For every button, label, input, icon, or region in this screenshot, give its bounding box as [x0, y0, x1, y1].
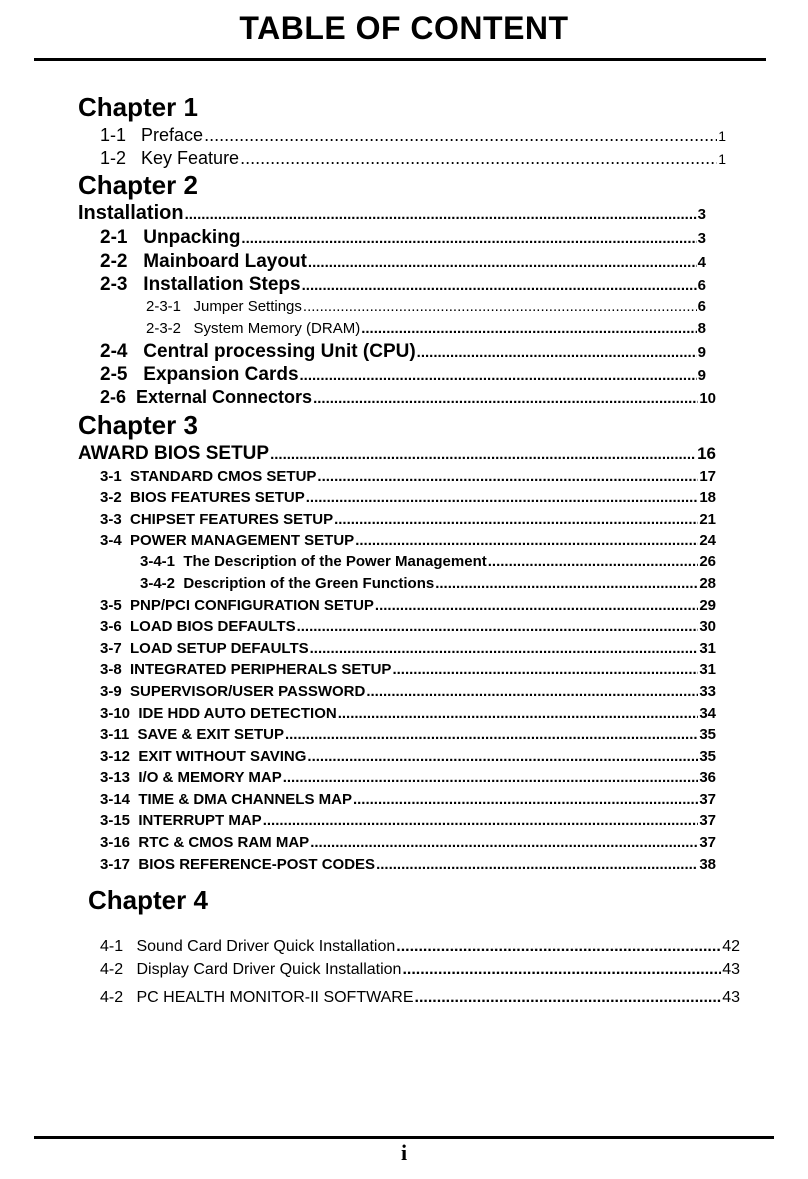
toc-entry-label: Installation: [78, 202, 184, 224]
toc-entry[interactable]: [100, 961, 740, 979]
toc-entry[interactable]: [100, 618, 716, 635]
toc-entry[interactable]: [140, 553, 716, 570]
dot-leader: [396, 938, 721, 956]
toc-entry-label: 3-14 TIME & DMA CHANNELS MAP: [100, 791, 352, 808]
toc-entry-page: 37: [699, 812, 716, 829]
toc-entry[interactable]: [100, 834, 716, 851]
toc-entry[interactable]: [146, 320, 706, 337]
toc-entry[interactable]: [100, 661, 716, 678]
dot-leader: [240, 148, 717, 169]
toc-entry-page: 1: [718, 128, 726, 144]
toc-entry-page: 42: [722, 938, 740, 955]
toc-entry-label: 3-7 LOAD SETUP DEFAULTS: [100, 640, 309, 657]
dot-leader: [204, 125, 717, 146]
dot-leader: [338, 705, 699, 722]
toc-entry-label: 3-1 STANDARD CMOS SETUP: [100, 468, 317, 485]
toc-entry-label: 3-12 EXIT WITHOUT SAVING: [100, 748, 307, 765]
dot-leader: [488, 553, 699, 570]
toc-entry-label: 3-16 RTC & CMOS RAM MAP: [100, 834, 310, 851]
toc-entry-label: 4-2 Display Card Driver Quick Installation: [100, 961, 402, 978]
toc-entry[interactable]: [100, 989, 740, 1007]
chapter-3-heading: Chapter 3: [78, 410, 198, 440]
toc-entry[interactable]: [100, 148, 726, 169]
toc-entry[interactable]: [100, 640, 716, 657]
toc-entry-label: 3-9 SUPERVISOR/USER PASSWORD: [100, 683, 366, 700]
toc-entry-label: 3-4-2 Description of the Green Functions: [140, 575, 435, 592]
toc-entry[interactable]: [100, 511, 716, 528]
toc-entry-page: 36: [699, 769, 716, 786]
toc-entry-label: 3-4 POWER MANAGEMENT SETUP: [100, 532, 355, 549]
toc-entry[interactable]: [100, 856, 716, 873]
toc-entry-label: 3-3 CHIPSET FEATURES SETUP: [100, 511, 334, 528]
chapter-1-heading: Chapter 1: [78, 92, 198, 122]
toc-entry-page: 6: [697, 277, 706, 294]
toc-entry-page: 16: [697, 444, 716, 463]
toc-entry-page: 37: [699, 834, 716, 851]
toc-entry-page: 3: [697, 206, 706, 223]
toc-entry-label: 4-1 Sound Card Driver Quick Installation: [100, 938, 396, 955]
toc-entry-label: 3-4-1 The Description of the Power Management: [140, 553, 487, 570]
dot-leader: [283, 769, 699, 786]
toc-entry-page: 26: [699, 553, 716, 570]
toc-entry-label: 3-11 SAVE & EXIT SETUP: [100, 726, 284, 743]
toc-entry-page: 33: [699, 683, 716, 700]
toc-entry-page: 38: [699, 856, 716, 873]
toc-entry-page: 21: [699, 511, 716, 528]
chapter-4-heading: Chapter 4: [88, 885, 208, 915]
dot-leader: [302, 277, 697, 294]
toc-entry[interactable]: [100, 274, 706, 296]
toc-entry[interactable]: [140, 575, 716, 592]
dot-leader: [310, 640, 699, 657]
dot-leader: [417, 344, 697, 361]
dot-leader: [415, 989, 722, 1007]
chapter-2-heading: Chapter 2: [78, 170, 198, 200]
toc-entry-label: 1-2 Key Feature: [100, 148, 240, 168]
toc-entry-page: 10: [699, 390, 716, 407]
dot-leader: [307, 748, 698, 765]
toc-entry-label: 2-3 Installation Steps: [100, 274, 301, 295]
toc-entry[interactable]: [78, 202, 706, 225]
dot-leader: [306, 489, 699, 506]
dot-leader: [297, 618, 699, 635]
toc-entry-label: 3-8 INTEGRATED PERIPHERALS SETUP: [100, 661, 392, 678]
toc-entry[interactable]: [100, 387, 716, 408]
toc-entry-page: 43: [722, 961, 740, 978]
dot-leader: [435, 575, 698, 592]
dot-leader: [241, 230, 696, 247]
toc-entry[interactable]: [100, 341, 706, 363]
toc-entry[interactable]: [100, 812, 716, 829]
toc-entry[interactable]: [146, 298, 706, 315]
toc-entry-label: 3-15 INTERRUPT MAP: [100, 812, 262, 829]
toc-entry[interactable]: [100, 468, 716, 485]
toc-entry[interactable]: [100, 597, 716, 614]
dot-leader: [376, 856, 698, 873]
toc-entry-label: 3-10 IDE HDD AUTO DETECTION: [100, 705, 337, 722]
toc-entry[interactable]: [100, 769, 716, 786]
toc-entry-page: 17: [699, 468, 716, 485]
toc-entry-label: 3-6 LOAD BIOS DEFAULTS: [100, 618, 296, 635]
dot-leader: [366, 683, 698, 700]
toc-entry[interactable]: [100, 125, 726, 146]
toc-entry[interactable]: [100, 705, 716, 722]
toc-entry[interactable]: [100, 364, 706, 386]
toc-entry-label: 2-5 Expansion Cards: [100, 364, 299, 385]
page-title: TABLE OF CONTENT: [239, 10, 569, 46]
dot-leader: [353, 791, 698, 808]
toc-entry-page: 31: [699, 640, 716, 657]
toc-entry-page: 31: [699, 661, 716, 678]
toc-entry-label: 4-2 PC HEALTH MONITOR-II SOFTWARE: [100, 989, 414, 1006]
toc-entry-page: 8: [697, 320, 706, 337]
toc-entry-page: 4: [697, 254, 706, 271]
dot-leader: [375, 597, 698, 614]
dot-leader: [310, 834, 698, 851]
toc-entry-page: 35: [699, 748, 716, 765]
page-number: i: [400, 1140, 408, 1165]
toc-entry-page: 9: [697, 367, 706, 384]
dot-leader: [303, 298, 697, 315]
dot-leader: [334, 511, 698, 528]
toc-entry-page: 28: [699, 575, 716, 592]
toc-entry-label: 2-2 Mainboard Layout: [100, 251, 307, 272]
toc-entry[interactable]: [100, 251, 706, 273]
toc-entry-page: 35: [699, 726, 716, 743]
toc-entry[interactable]: [100, 726, 716, 743]
toc-entry-label: 3-2 BIOS FEATURES SETUP: [100, 489, 305, 506]
toc-entry-label: 1-1 Preface: [100, 125, 204, 145]
toc-entry-page: 18: [699, 489, 716, 506]
toc-entry-page: 43: [722, 989, 740, 1006]
toc-entry-label: 2-3-2 System Memory (DRAM): [146, 320, 361, 337]
top-rule: [34, 58, 766, 61]
toc-entry-label: 2-1 Unpacking: [100, 227, 241, 248]
toc-entry-page: 9: [697, 344, 706, 361]
dot-leader: [185, 206, 697, 223]
toc-entry-label: 2-3-1 Jumper Settings: [146, 298, 302, 315]
toc-entry-page: 34: [699, 705, 716, 722]
dot-leader: [300, 367, 697, 384]
toc-entry-label: 3-17 BIOS REFERENCE-POST CODES: [100, 856, 376, 873]
toc-entry-label: 2-6 External Connectors: [100, 387, 313, 407]
toc-entry-page: 29: [699, 597, 716, 614]
toc-entry[interactable]: [100, 683, 716, 700]
toc-entry-label: 3-13 I/O & MEMORY MAP: [100, 769, 282, 786]
dot-leader: [355, 532, 698, 549]
toc-entry-page: 37: [699, 791, 716, 808]
toc-entry[interactable]: [100, 791, 716, 808]
toc-entry[interactable]: [100, 227, 706, 249]
bottom-rule: [34, 1136, 774, 1139]
toc-entry-page: 30: [699, 618, 716, 635]
dot-leader: [313, 390, 698, 407]
toc-entry[interactable]: [78, 443, 716, 465]
toc-entry-label: 3-5 PNP/PCI CONFIGURATION SETUP: [100, 597, 374, 614]
toc-entry-page: 24: [699, 532, 716, 549]
dot-leader: [308, 254, 697, 271]
dot-leader: [402, 961, 721, 979]
toc-entry-page: 6: [697, 298, 706, 315]
toc-entry-label: 2-4 Central processing Unit (CPU): [100, 341, 416, 362]
toc-entry-page: 3: [697, 230, 706, 247]
dot-leader: [285, 726, 698, 743]
toc-entry-page: 1: [718, 151, 726, 167]
toc-entry[interactable]: [100, 938, 740, 956]
dot-leader: [361, 320, 696, 337]
toc-entry[interactable]: [100, 489, 716, 506]
toc-entry[interactable]: [100, 748, 716, 765]
dot-leader: [392, 661, 698, 678]
toc-entry-label: AWARD BIOS SETUP: [78, 443, 270, 464]
dot-leader: [317, 468, 698, 485]
toc-entry[interactable]: [100, 532, 716, 549]
dot-leader: [263, 812, 699, 829]
dot-leader: [270, 446, 696, 463]
